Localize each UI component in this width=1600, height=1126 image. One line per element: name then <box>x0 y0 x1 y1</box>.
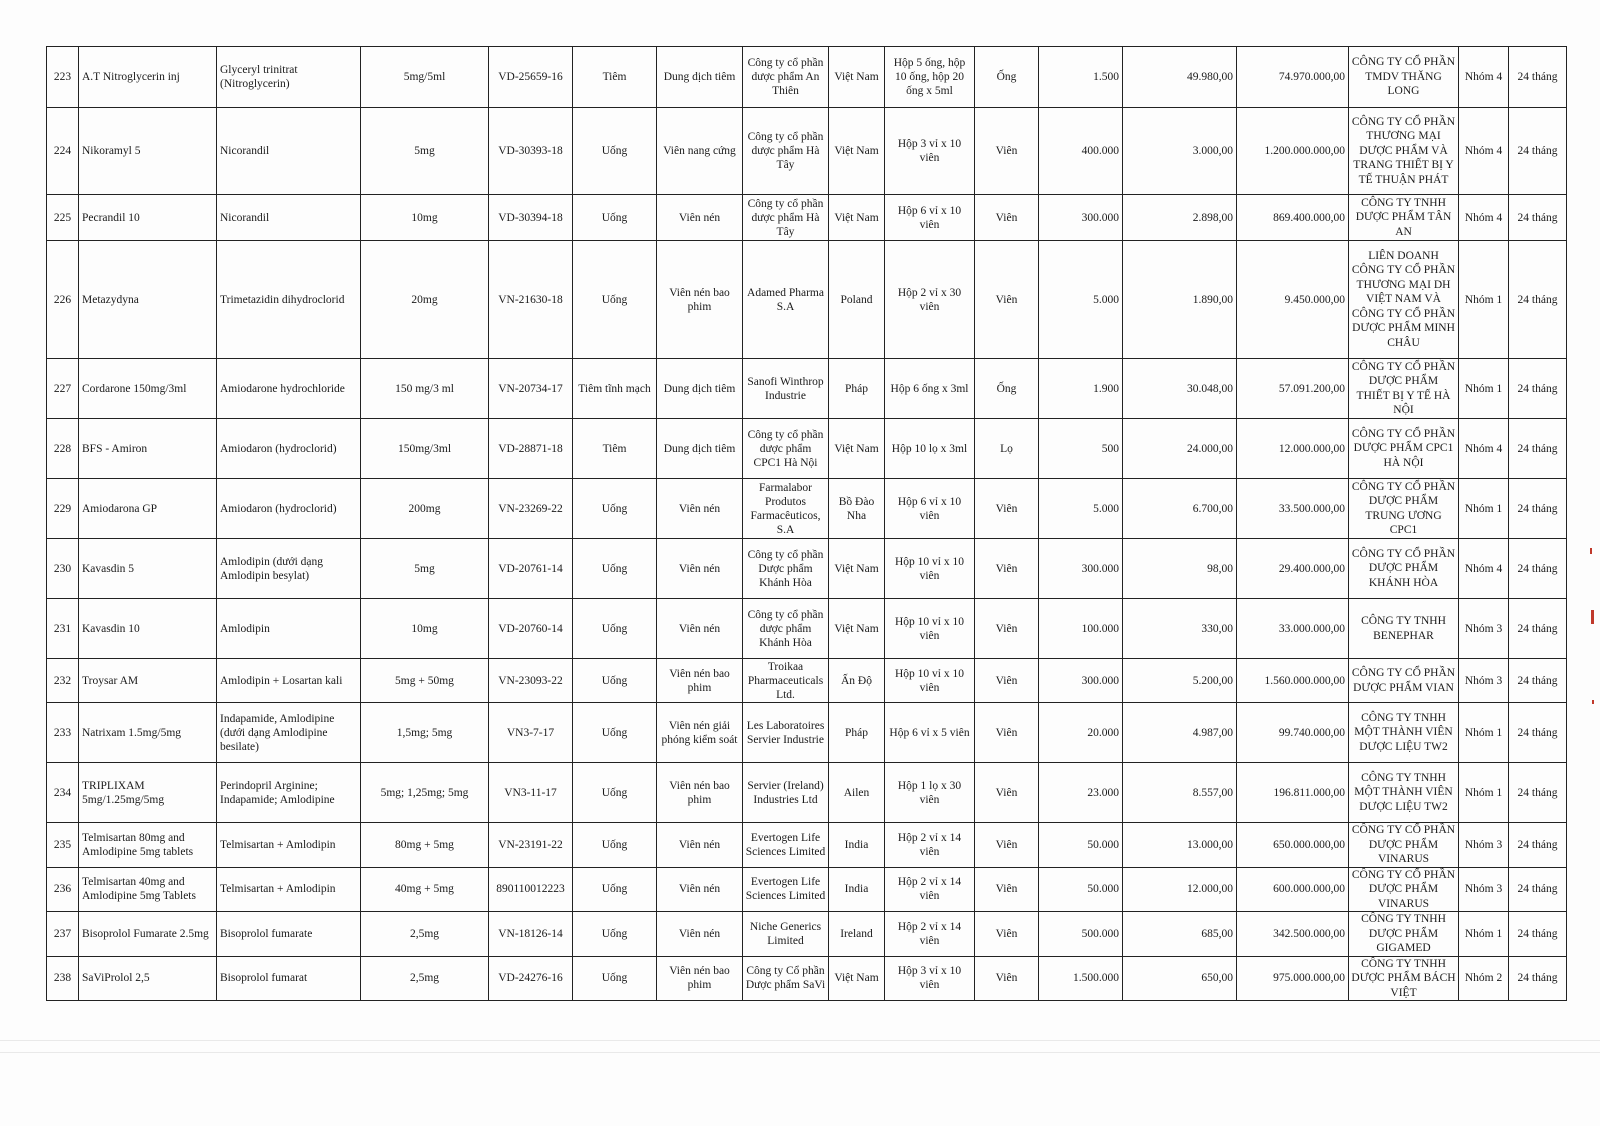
cell-shelf-life: 24 tháng <box>1509 956 1567 1001</box>
cell-contractor: CÔNG TY CỔ PHẦN DƯỢC PHẨM VINARUS <box>1349 867 1459 912</box>
cell-unit: Viên <box>975 659 1039 703</box>
cell-active-ingredient: Telmisartan + Amlodipin <box>217 823 361 868</box>
cell-manufacturer: Adamed Pharma S.A <box>743 241 829 359</box>
cell-manufacturer: Công ty cổ phần dược phẩm Hà Tây <box>743 108 829 195</box>
cell-packaging: Hộp 10 vỉ x 10 viên <box>885 599 975 659</box>
table-row <box>47 867 1567 912</box>
cell-registration-number: VN3-11-17 <box>489 763 573 823</box>
cell-country: Việt Nam <box>829 108 885 195</box>
cell-manufacturer: Evertogen Life Sciences Limited <box>743 867 829 912</box>
cell-group: Nhóm 1 <box>1459 703 1509 763</box>
cell-strength: 10mg <box>361 195 489 241</box>
cell-active-ingredient: Bisoprolol fumarate <box>217 912 361 957</box>
cell-unit-price: 98,00 <box>1123 539 1237 599</box>
cell-contractor: CÔNG TY CỔ PHẦN DƯỢC PHẨM THIẾT BỊ Y TẾ HÀ NỘI <box>1349 359 1459 419</box>
cell-group: Nhóm 4 <box>1459 195 1509 241</box>
cell-total: 600.000.000,00 <box>1237 867 1349 912</box>
cell-active-ingredient: Amlodipin (dưới dạng Amlodipin besylat) <box>217 539 361 599</box>
cell-stt: 237 <box>47 912 79 957</box>
cell-registration-number: VN-21630-18 <box>489 241 573 359</box>
cell-group: Nhóm 4 <box>1459 419 1509 479</box>
cell-packaging: Hộp 10 vỉ x 10 viên <box>885 659 975 703</box>
cell-unit-price: 49.980,00 <box>1123 47 1237 108</box>
cell-manufacturer: Công ty cổ phần dược phẩm CPC1 Hà Nội <box>743 419 829 479</box>
cell-drug-name: Amiodarona GP <box>79 479 217 539</box>
cell-drug-name: Telmisartan 40mg and Amlodipine 5mg Tablets <box>79 867 217 912</box>
cell-shelf-life: 24 tháng <box>1509 823 1567 868</box>
cell-group: Nhóm 3 <box>1459 599 1509 659</box>
cell-strength: 200mg <box>361 479 489 539</box>
cell-route: Uống <box>573 823 657 868</box>
cell-country: Pháp <box>829 703 885 763</box>
cell-shelf-life: 24 tháng <box>1509 195 1567 241</box>
cell-unit: Viên <box>975 703 1039 763</box>
cell-registration-number: VD-25659-16 <box>489 47 573 108</box>
cell-manufacturer: Công ty cổ phần Dược phẩm Khánh Hòa <box>743 539 829 599</box>
cell-unit: Viên <box>975 479 1039 539</box>
cell-group: Nhóm 3 <box>1459 823 1509 868</box>
cell-route: Uống <box>573 539 657 599</box>
cell-group: Nhóm 3 <box>1459 867 1509 912</box>
cell-stt: 238 <box>47 956 79 1001</box>
cell-unit-price: 330,00 <box>1123 599 1237 659</box>
cell-registration-number: 890110012223 <box>489 867 573 912</box>
cell-group: Nhóm 1 <box>1459 359 1509 419</box>
cell-stt: 233 <box>47 703 79 763</box>
cell-route: Tiêm <box>573 419 657 479</box>
cell-total: 196.811.000,00 <box>1237 763 1349 823</box>
cell-shelf-life: 24 tháng <box>1509 539 1567 599</box>
cell-route: Uống <box>573 703 657 763</box>
cell-active-ingredient: Nicorandil <box>217 195 361 241</box>
cell-unit: Viên <box>975 912 1039 957</box>
cell-manufacturer: Sanofi Winthrop Industrie <box>743 359 829 419</box>
cell-total: 57.091.200,00 <box>1237 359 1349 419</box>
cell-active-ingredient: Telmisartan + Amlodipin <box>217 867 361 912</box>
table-row <box>47 659 1567 703</box>
cell-country: Ấn Độ <box>829 659 885 703</box>
cell-registration-number: VN3-7-17 <box>489 703 573 763</box>
cell-quantity: 500.000 <box>1039 912 1123 957</box>
table-row <box>47 823 1567 868</box>
table-row <box>47 359 1567 419</box>
cell-dosage-form: Viên nén <box>657 479 743 539</box>
cell-strength: 5mg/5ml <box>361 47 489 108</box>
cell-shelf-life: 24 tháng <box>1509 241 1567 359</box>
cell-total: 33.500.000,00 <box>1237 479 1349 539</box>
cell-shelf-life: 24 tháng <box>1509 599 1567 659</box>
cell-total: 29.400.000,00 <box>1237 539 1349 599</box>
cell-unit-price: 12.000,00 <box>1123 867 1237 912</box>
cell-quantity: 5.000 <box>1039 479 1123 539</box>
cell-total: 74.970.000,00 <box>1237 47 1349 108</box>
cell-active-ingredient: Amiodaron (hydroclorid) <box>217 419 361 479</box>
cell-registration-number: VN-23191-22 <box>489 823 573 868</box>
cell-registration-number: VN-18126-14 <box>489 912 573 957</box>
cell-packaging: Hộp 6 ống x 3ml <box>885 359 975 419</box>
cell-group: Nhóm 4 <box>1459 47 1509 108</box>
cell-country: Việt Nam <box>829 956 885 1001</box>
cell-stt: 231 <box>47 599 79 659</box>
cell-unit-price: 5.200,00 <box>1123 659 1237 703</box>
cell-active-ingredient: Trimetazidin dihydroclorid <box>217 241 361 359</box>
table-row <box>47 539 1567 599</box>
cell-stt: 228 <box>47 419 79 479</box>
cell-quantity: 50.000 <box>1039 867 1123 912</box>
cell-route: Uống <box>573 599 657 659</box>
table-row <box>47 703 1567 763</box>
cell-unit-price: 30.048,00 <box>1123 359 1237 419</box>
cell-quantity: 300.000 <box>1039 539 1123 599</box>
cell-stt: 225 <box>47 195 79 241</box>
cell-dosage-form: Dung dịch tiêm <box>657 47 743 108</box>
cell-registration-number: VD-20761-14 <box>489 539 573 599</box>
cell-strength: 2,5mg <box>361 912 489 957</box>
cell-shelf-life: 24 tháng <box>1509 479 1567 539</box>
cell-shelf-life: 24 tháng <box>1509 47 1567 108</box>
cell-dosage-form: Viên nén <box>657 823 743 868</box>
cell-contractor: CÔNG TY CỔ PHẦN THƯƠNG MẠI DƯỢC PHẨM VÀ TRANG THIẾT BỊ Y TẾ THUẬN PHÁT <box>1349 108 1459 195</box>
cell-contractor: CÔNG TY CỔ PHẦN DƯỢC PHẨM VINARUS <box>1349 823 1459 868</box>
cell-manufacturer: Công ty cổ phần dược phẩm Khánh Hòa <box>743 599 829 659</box>
cell-manufacturer: Farmalabor Produtos Farmacêuticos, S.A <box>743 479 829 539</box>
cell-route: Uống <box>573 195 657 241</box>
cell-dosage-form: Viên nén bao phim <box>657 956 743 1001</box>
cell-quantity: 300.000 <box>1039 195 1123 241</box>
cell-route: Uống <box>573 108 657 195</box>
cell-total: 869.400.000,00 <box>1237 195 1349 241</box>
cell-stt: 229 <box>47 479 79 539</box>
cell-packaging: Hộp 6 vỉ x 10 viên <box>885 479 975 539</box>
cell-stt: 232 <box>47 659 79 703</box>
cell-unit-price: 3.000,00 <box>1123 108 1237 195</box>
cell-manufacturer: Công ty cổ phần dược phẩm An Thiên <box>743 47 829 108</box>
cell-drug-name: Pecrandil 10 <box>79 195 217 241</box>
cell-registration-number: VD-28871-18 <box>489 419 573 479</box>
cell-unit: Viên <box>975 956 1039 1001</box>
cell-group: Nhóm 1 <box>1459 241 1509 359</box>
cell-dosage-form: Viên nén giải phóng kiểm soát <box>657 703 743 763</box>
cell-group: Nhóm 2 <box>1459 956 1509 1001</box>
cell-packaging: Hộp 10 vỉ x 10 viên <box>885 539 975 599</box>
cell-dosage-form: Viên nén <box>657 539 743 599</box>
cell-country: Việt Nam <box>829 599 885 659</box>
cell-total: 342.500.000,00 <box>1237 912 1349 957</box>
cell-packaging: Hộp 10 lọ x 3ml <box>885 419 975 479</box>
cell-total: 33.000.000,00 <box>1237 599 1349 659</box>
cell-contractor: CÔNG TY TNHH MỘT THÀNH VIÊN DƯỢC LIỆU TW2 <box>1349 763 1459 823</box>
cell-shelf-life: 24 tháng <box>1509 359 1567 419</box>
cell-manufacturer: Công ty cổ phần dược phẩm Hà Tây <box>743 195 829 241</box>
cell-quantity: 23.000 <box>1039 763 1123 823</box>
drug-bidding-table <box>46 46 1567 1001</box>
cell-contractor: CÔNG TY TNHH DƯỢC PHẨM GIGAMED <box>1349 912 1459 957</box>
cell-unit-price: 8.557,00 <box>1123 763 1237 823</box>
cell-total: 1.200.000.000,00 <box>1237 108 1349 195</box>
cell-registration-number: VD-30393-18 <box>489 108 573 195</box>
cell-packaging: Hộp 6 vỉ x 5 viên <box>885 703 975 763</box>
cell-strength: 1,5mg; 5mg <box>361 703 489 763</box>
cell-unit: Viên <box>975 599 1039 659</box>
cell-contractor: CÔNG TY TNHH BENEPHAR <box>1349 599 1459 659</box>
cell-shelf-life: 24 tháng <box>1509 419 1567 479</box>
cell-total: 99.740.000,00 <box>1237 703 1349 763</box>
cell-strength: 80mg + 5mg <box>361 823 489 868</box>
cell-active-ingredient: Nicorandil <box>217 108 361 195</box>
cell-stt: 224 <box>47 108 79 195</box>
cell-route: Uống <box>573 659 657 703</box>
cell-contractor: LIÊN DOANH CÔNG TY CỔ PHẦN THƯƠNG MẠI DH VIỆT NAM VÀ CÔNG TY CỔ PHẦN DƯỢC PHẨM MINH CHÂU <box>1349 241 1459 359</box>
cell-dosage-form: Viên nén <box>657 867 743 912</box>
table-row <box>47 599 1567 659</box>
cell-stt: 227 <box>47 359 79 419</box>
cell-stt: 230 <box>47 539 79 599</box>
cell-unit: Viên <box>975 241 1039 359</box>
cell-drug-name: Bisoprolol Fumarate 2.5mg <box>79 912 217 957</box>
cell-strength: 2,5mg <box>361 956 489 1001</box>
cell-active-ingredient: Amlodipin + Losartan kali <box>217 659 361 703</box>
cell-group: Nhóm 3 <box>1459 659 1509 703</box>
cell-group: Nhóm 1 <box>1459 763 1509 823</box>
cell-drug-name: Natrixam 1.5mg/5mg <box>79 703 217 763</box>
cell-drug-name: SaViProlol 2,5 <box>79 956 217 1001</box>
cell-manufacturer: Niche Generics Limited <box>743 912 829 957</box>
cell-unit: Viên <box>975 108 1039 195</box>
cell-contractor: CÔNG TY TNHH MỘT THÀNH VIÊN DƯỢC LIỆU TW2 <box>1349 703 1459 763</box>
cell-stt: 236 <box>47 867 79 912</box>
cell-quantity: 400.000 <box>1039 108 1123 195</box>
cell-stt: 226 <box>47 241 79 359</box>
table-row <box>47 419 1567 479</box>
cell-route: Uống <box>573 241 657 359</box>
cell-country: Việt Nam <box>829 47 885 108</box>
cell-registration-number: VN-20734-17 <box>489 359 573 419</box>
table-row <box>47 956 1567 1001</box>
cell-active-ingredient: Amlodipin <box>217 599 361 659</box>
cell-manufacturer: Les Laboratoires Servier Industrie <box>743 703 829 763</box>
cell-drug-name: Troysar AM <box>79 659 217 703</box>
cell-contractor: CÔNG TY TNHH DƯỢC PHẨM BÁCH VIỆT <box>1349 956 1459 1001</box>
cell-active-ingredient: Glyceryl trinitrat (Nitroglycerin) <box>217 47 361 108</box>
cell-drug-name: A.T Nitroglycerin inj <box>79 47 217 108</box>
cell-country: Pháp <box>829 359 885 419</box>
cell-contractor: CÔNG TY TNHH DƯỢC PHẨM TÂN AN <box>1349 195 1459 241</box>
cell-dosage-form: Viên nén <box>657 599 743 659</box>
table-body <box>47 47 1567 1001</box>
cell-manufacturer: Servier (Ireland) Industries Ltd <box>743 763 829 823</box>
table-row <box>47 108 1567 195</box>
cell-contractor: CÔNG TY CỔ PHẦN TMDV THĂNG LONG <box>1349 47 1459 108</box>
cell-unit-price: 24.000,00 <box>1123 419 1237 479</box>
cell-shelf-life: 24 tháng <box>1509 703 1567 763</box>
table-row <box>47 479 1567 539</box>
cell-registration-number: VN-23269-22 <box>489 479 573 539</box>
cell-unit-price: 2.898,00 <box>1123 195 1237 241</box>
cell-stt: 235 <box>47 823 79 868</box>
cell-quantity: 1.900 <box>1039 359 1123 419</box>
cell-packaging: Hộp 6 vỉ x 10 viên <box>885 195 975 241</box>
cell-group: Nhóm 1 <box>1459 479 1509 539</box>
cell-drug-name: BFS - Amiron <box>79 419 217 479</box>
cell-shelf-life: 24 tháng <box>1509 659 1567 703</box>
table-row <box>47 912 1567 957</box>
cell-route: Uống <box>573 763 657 823</box>
cell-dosage-form: Dung dịch tiêm <box>657 419 743 479</box>
cell-unit-price: 1.890,00 <box>1123 241 1237 359</box>
cell-quantity: 100.000 <box>1039 599 1123 659</box>
cell-route: Uống <box>573 956 657 1001</box>
cell-active-ingredient: Indapamide, Amlodipine (dưới dạng Amlodipine besilate) <box>217 703 361 763</box>
cell-packaging: Hộp 2 vỉ x 14 viên <box>885 823 975 868</box>
cell-dosage-form: Dung dịch tiêm <box>657 359 743 419</box>
cell-dosage-form: Viên nén bao phim <box>657 659 743 703</box>
cell-active-ingredient: Perindopril Arginine; Indapamide; Amlodipine <box>217 763 361 823</box>
cell-drug-name: Kavasdin 5 <box>79 539 217 599</box>
cell-quantity: 300.000 <box>1039 659 1123 703</box>
cell-packaging: Hộp 2 vỉ x 14 viên <box>885 912 975 957</box>
cell-quantity: 1.500 <box>1039 47 1123 108</box>
cell-unit: Lọ <box>975 419 1039 479</box>
cell-drug-name: Cordarone 150mg/3ml <box>79 359 217 419</box>
cell-packaging: Hộp 2 vỉ x 30 viên <box>885 241 975 359</box>
cell-country: Bồ Đào Nha <box>829 479 885 539</box>
cell-contractor: CÔNG TY CỔ PHẦN DƯỢC PHẨM VIAN <box>1349 659 1459 703</box>
cell-unit: Ống <box>975 47 1039 108</box>
cell-strength: 5mg <box>361 539 489 599</box>
cell-group: Nhóm 4 <box>1459 539 1509 599</box>
cell-country: Ailen <box>829 763 885 823</box>
cell-shelf-life: 24 tháng <box>1509 108 1567 195</box>
cell-dosage-form: Viên nén bao phim <box>657 763 743 823</box>
cell-active-ingredient: Amiodarone hydrochloride <box>217 359 361 419</box>
cell-active-ingredient: Bisoprolol fumarat <box>217 956 361 1001</box>
cell-quantity: 1.500.000 <box>1039 956 1123 1001</box>
cell-dosage-form: Viên nén <box>657 912 743 957</box>
cell-unit: Viên <box>975 867 1039 912</box>
cell-country: India <box>829 823 885 868</box>
cell-quantity: 5.000 <box>1039 241 1123 359</box>
cell-drug-name: Kavasdin 10 <box>79 599 217 659</box>
cell-manufacturer: Evertogen Life Sciences Limited <box>743 823 829 868</box>
cell-stt: 234 <box>47 763 79 823</box>
cell-contractor: CÔNG TY CỔ PHẦN DƯỢC PHẨM TRUNG ƯƠNG CPC1 <box>1349 479 1459 539</box>
cell-registration-number: VD-30394-18 <box>489 195 573 241</box>
cell-packaging: Hộp 5 ống, hộp 10 ống, hộp 20 ống x 5ml <box>885 47 975 108</box>
table-row <box>47 763 1567 823</box>
cell-dosage-form: Viên nén bao phim <box>657 241 743 359</box>
edge-mark <box>1591 610 1594 624</box>
cell-manufacturer: Troikaa Pharmaceuticals Ltd. <box>743 659 829 703</box>
cell-strength: 5mg; 1,25mg; 5mg <box>361 763 489 823</box>
cell-unit: Viên <box>975 195 1039 241</box>
edge-mark <box>1592 700 1594 704</box>
cell-registration-number: VN-23093-22 <box>489 659 573 703</box>
cell-route: Tiêm tĩnh mạch <box>573 359 657 419</box>
cell-total: 1.560.000.000,00 <box>1237 659 1349 703</box>
cell-country: Poland <box>829 241 885 359</box>
cell-unit-price: 13.000,00 <box>1123 823 1237 868</box>
cell-registration-number: VD-20760-14 <box>489 599 573 659</box>
cell-packaging: Hộp 1 lọ x 30 viên <box>885 763 975 823</box>
cell-drug-name: Telmisartan 80mg and Amlodipine 5mg tablets <box>79 823 217 868</box>
cell-total: 12.000.000,00 <box>1237 419 1349 479</box>
cell-country: Việt Nam <box>829 539 885 599</box>
cell-packaging: Hộp 2 vỉ x 14 viên <box>885 867 975 912</box>
cell-active-ingredient: Amiodaron (hydroclorid) <box>217 479 361 539</box>
cell-unit: Viên <box>975 823 1039 868</box>
cell-contractor: CÔNG TY CỔ PHẦN DƯỢC PHẨM KHÁNH HÒA <box>1349 539 1459 599</box>
cell-drug-name: TRIPLIXAM 5mg/1.25mg/5mg <box>79 763 217 823</box>
cell-country: Việt Nam <box>829 419 885 479</box>
cell-unit: Ống <box>975 359 1039 419</box>
cell-unit: Viên <box>975 763 1039 823</box>
cell-quantity: 20.000 <box>1039 703 1123 763</box>
scan-shadow-line <box>0 1052 1600 1053</box>
cell-contractor: CÔNG TY CỔ PHẦN DƯỢC PHẨM CPC1 HÀ NỘI <box>1349 419 1459 479</box>
cell-unit-price: 4.987,00 <box>1123 703 1237 763</box>
cell-total: 650.000.000,00 <box>1237 823 1349 868</box>
cell-strength: 150mg/3ml <box>361 419 489 479</box>
cell-quantity: 500 <box>1039 419 1123 479</box>
cell-group: Nhóm 4 <box>1459 108 1509 195</box>
cell-manufacturer: Công ty Cổ phần Dược phẩm SaVi <box>743 956 829 1001</box>
scan-shadow-line <box>0 1040 1600 1041</box>
cell-strength: 40mg + 5mg <box>361 867 489 912</box>
cell-quantity: 50.000 <box>1039 823 1123 868</box>
table-row <box>47 241 1567 359</box>
cell-unit: Viên <box>975 539 1039 599</box>
cell-strength: 5mg + 50mg <box>361 659 489 703</box>
cell-group: Nhóm 1 <box>1459 912 1509 957</box>
cell-total: 9.450.000,00 <box>1237 241 1349 359</box>
cell-country: Ireland <box>829 912 885 957</box>
cell-strength: 10mg <box>361 599 489 659</box>
cell-drug-name: Metazydyna <box>79 241 217 359</box>
cell-total: 975.000.000,00 <box>1237 956 1349 1001</box>
cell-packaging: Hộp 3 vỉ x 10 viên <box>885 108 975 195</box>
cell-shelf-life: 24 tháng <box>1509 867 1567 912</box>
edge-mark <box>1590 548 1592 554</box>
cell-unit-price: 650,00 <box>1123 956 1237 1001</box>
cell-dosage-form: Viên nén <box>657 195 743 241</box>
cell-strength: 5mg <box>361 108 489 195</box>
cell-route: Uống <box>573 912 657 957</box>
cell-country: Việt Nam <box>829 195 885 241</box>
cell-unit-price: 6.700,00 <box>1123 479 1237 539</box>
cell-strength: 20mg <box>361 241 489 359</box>
cell-shelf-life: 24 tháng <box>1509 912 1567 957</box>
cell-shelf-life: 24 tháng <box>1509 763 1567 823</box>
table-row <box>47 47 1567 108</box>
cell-route: Uống <box>573 479 657 539</box>
cell-stt: 223 <box>47 47 79 108</box>
cell-dosage-form: Viên nang cứng <box>657 108 743 195</box>
cell-packaging: Hộp 3 vỉ x 10 viên <box>885 956 975 1001</box>
cell-drug-name: Nikoramyl 5 <box>79 108 217 195</box>
cell-route: Tiêm <box>573 47 657 108</box>
cell-unit-price: 685,00 <box>1123 912 1237 957</box>
cell-registration-number: VD-24276-16 <box>489 956 573 1001</box>
cell-route: Uống <box>573 867 657 912</box>
cell-strength: 150 mg/3 ml <box>361 359 489 419</box>
cell-country: India <box>829 867 885 912</box>
table-row <box>47 195 1567 241</box>
